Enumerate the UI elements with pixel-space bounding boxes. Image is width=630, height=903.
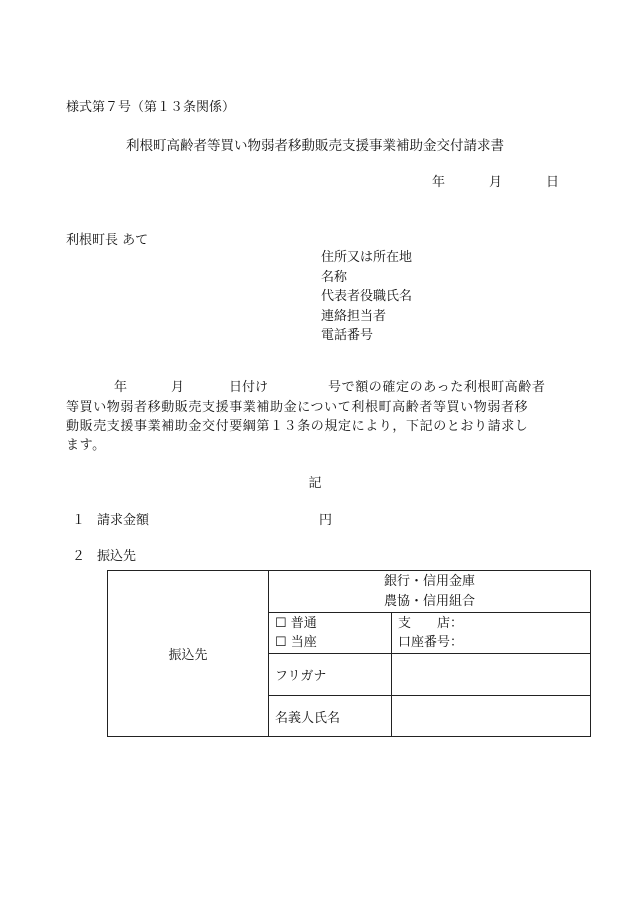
account-number-label: 口座番号： bbox=[398, 635, 464, 650]
applicant-phone-label: 電話番号 bbox=[321, 328, 374, 343]
item2-number: ２ bbox=[72, 549, 86, 564]
body-day-label: 日付け bbox=[229, 380, 269, 395]
addressee: 利根町長 あて bbox=[66, 233, 149, 248]
form-number: 様式第７号（第１３条関係） bbox=[66, 100, 236, 115]
bank-row-label: 振込先 bbox=[108, 571, 269, 737]
branch-account-cell bbox=[392, 613, 591, 654]
body-month-label: 月 bbox=[171, 380, 185, 395]
body-line3: 動販売支援事業補助金交付要綱第１３条の規定により，下記のとおり請求し bbox=[66, 419, 529, 434]
ki-marker: 記 bbox=[308, 476, 322, 491]
bank-account-table bbox=[107, 570, 591, 737]
furigana-label: フリガナ bbox=[269, 654, 392, 696]
checkbox-icon[interactable]: ☐ bbox=[275, 635, 287, 650]
date-day-label: 日 bbox=[546, 175, 560, 190]
holder-name-field[interactable] bbox=[392, 696, 591, 737]
account-type-ordinary[interactable] bbox=[275, 614, 385, 633]
date-year-label: 年 bbox=[432, 175, 446, 190]
body-line4: ます。 bbox=[66, 438, 106, 453]
account-type-current[interactable] bbox=[275, 633, 385, 652]
bank-types-line2: 農協・信用組合 bbox=[383, 593, 475, 609]
applicant-representative-label: 代表者役職氏名 bbox=[321, 289, 413, 304]
furigana-field[interactable] bbox=[392, 654, 591, 696]
bank-types-line1: 銀行・信用金庫 bbox=[383, 573, 475, 589]
applicant-address-label: 住所又は所在地 bbox=[321, 250, 413, 265]
date-month-label: 月 bbox=[489, 175, 503, 190]
transfer-destination-label: 振込先 bbox=[97, 549, 137, 564]
account-type-ordinary-label: 普通 bbox=[290, 616, 317, 631]
holder-name-label: 名義人氏名 bbox=[269, 696, 392, 737]
document-title: 利根町高齢者等買い物弱者移動販売支援事業補助金交付請求書 bbox=[126, 138, 504, 154]
claim-amount-label: 請求金額 bbox=[97, 513, 150, 528]
body-line2: 等買い物弱者移動販売支援事業補助金について利根町高齢者等買い物弱者移 bbox=[66, 400, 529, 415]
item1-number: １ bbox=[72, 513, 86, 528]
applicant-name-label: 名称 bbox=[321, 270, 348, 285]
account-type-current-label: 当座 bbox=[290, 635, 317, 650]
body-line1-text: 号で額の確定のあった利根町高齢者 bbox=[328, 380, 546, 395]
checkbox-icon[interactable]: ☐ bbox=[275, 616, 287, 631]
applicant-contact-label: 連絡担当者 bbox=[321, 309, 387, 324]
account-type-cell bbox=[269, 613, 392, 654]
bank-type-cell bbox=[269, 571, 591, 613]
branch-label: 支 店： bbox=[398, 616, 464, 631]
body-year-label: 年 bbox=[114, 380, 128, 395]
yen-unit: 円 bbox=[319, 513, 333, 528]
